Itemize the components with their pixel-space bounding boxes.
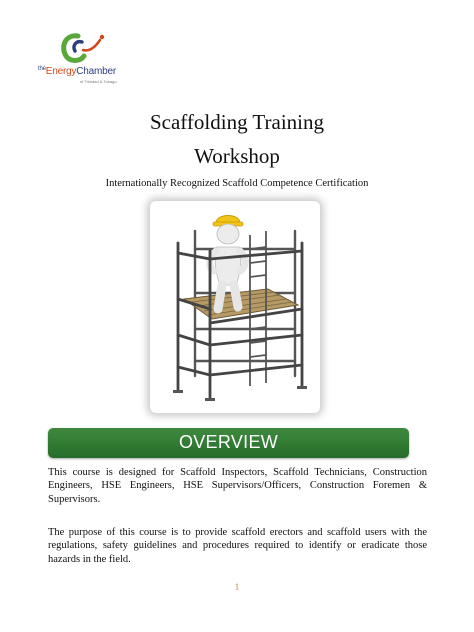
document-title-line2: Workshop: [194, 144, 280, 168]
overview-section-banner: [48, 428, 409, 458]
overview-heading: OVERVIEW: [178, 432, 279, 452]
logo-prefix: the: [38, 66, 46, 72]
logo-word-chamber: Chamber: [76, 66, 116, 77]
energy-chamber-logo: [38, 28, 120, 88]
document-title-line1: Scaffolding Training: [149, 110, 325, 134]
logo-tagline: of Trinidad & Tobago: [80, 79, 117, 84]
page-number: 1: [234, 582, 240, 592]
overview-paragraph-audience: This course is designed for Scaffold Inspectors, Scaffold Technicians, Construction Engineers, HSE Engineers, HSE Supervisors/Officers, Construction Foremen & Supervisors.: [48, 467, 427, 505]
logo-word-energy: Energy: [45, 66, 77, 77]
document-subtitle: Internationally Recognized Scaffold Competence Certification: [105, 178, 369, 189]
logo-wordmark: [38, 66, 120, 77]
scaffold-illustration: [150, 201, 320, 413]
scaffold-figure-icon: [150, 201, 320, 413]
overview-paragraph-purpose: The purpose of this course is to provide scaffold erectors and scaffold users with the regulations, safety guidelines and procedures required to identify or eradicate those hazards in the field.: [48, 527, 427, 565]
logo-swirl-icon: [38, 28, 120, 68]
